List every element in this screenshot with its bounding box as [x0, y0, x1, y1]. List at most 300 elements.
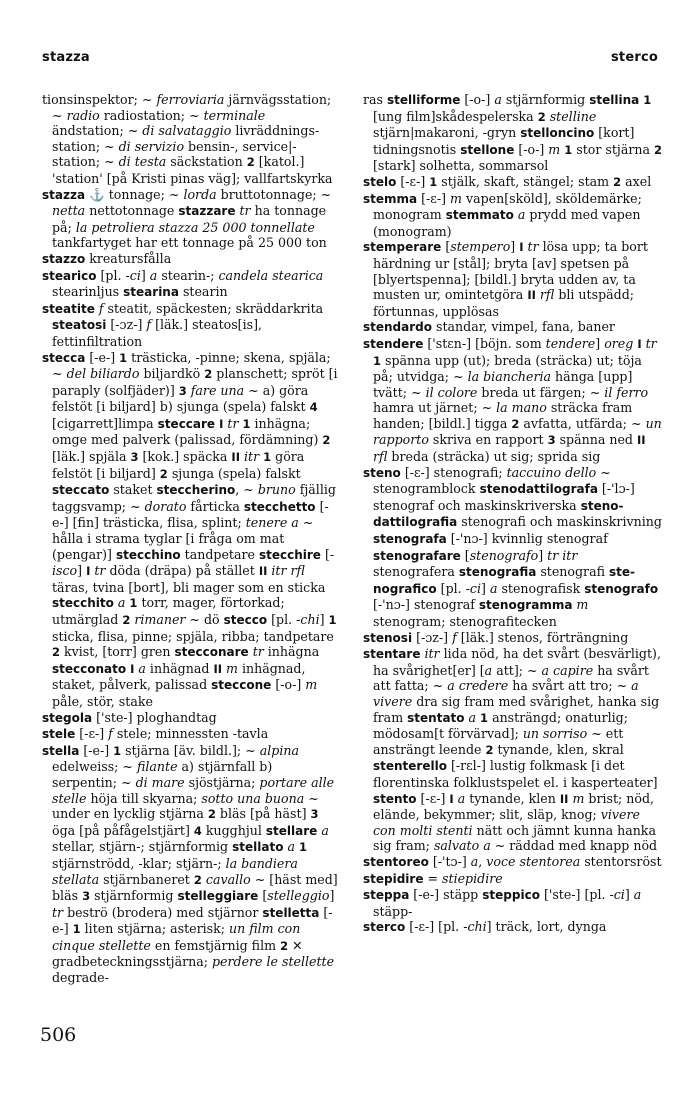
- dictionary-entry: [363, 92, 663, 174]
- entry-text: 3: [178, 383, 187, 398]
- entry-text: di mare: [135, 774, 185, 790]
- entry-text: a: [464, 709, 477, 725]
- entry-text: [-e-] [fin] trästicka, flisa, splint;: [52, 498, 329, 531]
- headword: stelloncino: [520, 126, 595, 141]
- running-head-left: stazza: [42, 50, 90, 65]
- entry-text: 2: [159, 466, 168, 481]
- entry-text: perdere le stellette: [211, 954, 335, 970]
- entry-text: [-'nɔ-] stenograf: [373, 597, 479, 613]
- entry-text: ras: [363, 92, 387, 107]
- entry-text: m: [572, 597, 589, 613]
- headword: stento: [373, 791, 417, 806]
- entry-text: 2: [52, 645, 61, 660]
- entry-text: öga [på påfågelstjärt]: [52, 822, 194, 838]
- entry-text: itr rfl: [267, 563, 305, 579]
- entry-text: la biancheria: [467, 369, 551, 385]
- entry-text: 1: [328, 613, 337, 627]
- entry-text: tr: [235, 203, 251, 219]
- entry-text: höja till skyarna;: [86, 790, 202, 806]
- entry-text: I: [519, 240, 524, 255]
- entry-text: 1: [480, 710, 489, 725]
- entry-text: a: [513, 207, 526, 223]
- entry-text: 3: [547, 433, 556, 448]
- entry-text: fare una ~: [186, 382, 259, 398]
- entry-text: a vivere: [373, 678, 639, 709]
- headword: stenografare: [373, 548, 461, 563]
- entry-text: ]: [595, 335, 605, 351]
- entry-text: 1: [242, 416, 251, 431]
- entry-text: sjunga (spela) falskt: [167, 465, 301, 481]
- headword: stenografia: [458, 565, 537, 580]
- entry-text: dö: [199, 612, 224, 627]
- entry-text: [ung film]skådespelerska: [373, 108, 538, 124]
- entry-text: 1: [373, 353, 382, 368]
- headword: stearina: [123, 285, 179, 300]
- entry-text: di salvataggio: [142, 123, 232, 139]
- entry-text: stjärnströdd, -klar; stjärn-;: [52, 855, 226, 871]
- dictionary-entry: [42, 268, 340, 301]
- entry-text: a) göra felstöt [i biljard] b) sjunga (spela) falskt: [52, 382, 310, 415]
- dictionary-entry: [42, 92, 340, 187]
- entry-text: [: [441, 239, 451, 255]
- entry-text: stenografo: [469, 547, 539, 563]
- entry-text: rimaner ~: [130, 612, 200, 627]
- entry-text: a: [484, 662, 493, 678]
- headword: stegola: [42, 710, 93, 725]
- headword: stearico: [42, 268, 97, 283]
- entry-text: un film con cinque stellette: [52, 921, 301, 953]
- entry-text: a: [453, 790, 466, 806]
- headword: stenodattilografa: [479, 482, 598, 497]
- entry-text: I: [130, 661, 135, 676]
- entry-text: stenografisk: [497, 580, 585, 596]
- entry-text: ansträngd; onaturlig; mödosam[t förvärvad];: [373, 709, 628, 742]
- entry-text: 2: [322, 433, 331, 448]
- entry-text: kreatursfålla: [85, 250, 172, 266]
- headword: stele: [42, 727, 76, 742]
- headword: stentoreo: [363, 854, 429, 869]
- entry-text: ferroviaria: [156, 92, 225, 107]
- entry-text: [-ɛ-]: [417, 190, 450, 206]
- entry-text: a: [149, 267, 158, 283]
- entry-text: fårticka: [186, 498, 244, 514]
- entry-text: I: [449, 791, 454, 806]
- entry-text: I: [219, 416, 224, 431]
- entry-text: bli utspädd; förtunnas, upplösas: [373, 287, 635, 319]
- headword: sterco: [363, 920, 406, 935]
- entry-text: II: [527, 288, 536, 303]
- entry-text: -ci: [465, 580, 482, 596]
- entry-text: [-'nɔ-] kvinnlig stenograf: [446, 531, 608, 547]
- entry-text: stempero: [450, 239, 511, 255]
- entry-text: =: [423, 870, 443, 886]
- entry-text: tynande, klen: [465, 790, 560, 806]
- entry-text: m: [305, 677, 318, 693]
- entry-text: avfatta, utfärda; ~: [519, 415, 646, 431]
- entry-text: stearin-;: [157, 267, 219, 283]
- headword: stenodattilografia: [373, 498, 624, 530]
- entry-text: ]: [624, 887, 634, 903]
- entry-text: bruttotonnage; ~: [216, 186, 332, 202]
- entry-text: portare alle stelle: [52, 774, 335, 806]
- entry-text: ⚓ tonnage; ~: [85, 186, 184, 202]
- headword: stepidire: [363, 871, 424, 886]
- entry-text: stenografi: [536, 564, 609, 580]
- entry-text: ]: [538, 547, 548, 563]
- entry-text: 3: [130, 450, 139, 465]
- entry-text: järnvägsstation; ~: [52, 92, 332, 123]
- headword: stelleggiare: [177, 889, 259, 904]
- headword: stenografa: [373, 532, 447, 547]
- entry-text: [-ɛ-] [pl.: [405, 919, 464, 935]
- entry-text: a credere: [447, 678, 509, 694]
- entry-text: hamra ut järnet; ~: [373, 400, 497, 416]
- entry-text: stele; minnessten -tavla: [112, 726, 269, 742]
- entry-text: [-rɛl-] lustig folkmask [i det florentinska folklustspelet el. i kasperteater]: [373, 758, 658, 790]
- dictionary-entry: [363, 630, 663, 647]
- entry-text: ändstation; ~: [52, 123, 143, 139]
- entry-text: hålla i strama tyglar [i fråga om mat (pengar)]: [52, 531, 285, 562]
- entry-text: under en lycklig stjärna: [52, 806, 208, 822]
- entry-text: [läk.] spjäla: [52, 449, 131, 465]
- entry-text: torr, mager, förtorkad; utmärglad: [52, 595, 285, 627]
- entry-text: vapen[sköld], sköldemärke; monogram: [373, 190, 642, 223]
- entry-text: skriva en rapport: [428, 432, 548, 448]
- dictionary-entry: [42, 350, 340, 710]
- entry-text: [kort] tidningsnotis: [373, 125, 635, 157]
- entry-text: tandpetare: [180, 546, 259, 562]
- entry-text: ['ste-] [pl.: [539, 887, 610, 903]
- entry-text: radiostation; ~: [99, 107, 204, 123]
- entry-text: stellar, stjärn-; stjärnformig: [52, 839, 233, 855]
- entry-text: -ci: [609, 887, 625, 903]
- entry-text: II: [231, 450, 240, 465]
- entry-text: fjällig taggsvamp; ~: [52, 482, 336, 514]
- entry-text: ['stɛn-] [böjn. som: [423, 335, 546, 351]
- headword: stecchire: [258, 547, 321, 562]
- entry-text: 2: [122, 613, 131, 627]
- entry-text: I: [637, 336, 642, 351]
- entry-text: täras, tvina [bort], bli mager som en sticka: [52, 579, 326, 595]
- dictionary-entry: [42, 726, 340, 743]
- entry-text: 1: [129, 596, 138, 611]
- running-head-right: sterco: [610, 50, 658, 65]
- entry-text: -ci: [125, 267, 141, 283]
- entry-text: stjärna [äv. bildl.]; ~: [121, 742, 260, 758]
- entry-text: stiepidire: [442, 870, 503, 886]
- entry-text: axel: [621, 173, 652, 189]
- entry-text: a capire: [541, 662, 594, 678]
- entry-text: stäpp-: [373, 903, 413, 919]
- headword: stenografo: [584, 581, 659, 596]
- headword: steppa: [363, 888, 410, 903]
- entry-text: ha svårt att fatta; ~: [373, 662, 649, 694]
- entry-text: -chi: [296, 612, 320, 627]
- entry-text: [läk.] steatos[is], fettinfiltration: [52, 317, 262, 349]
- entry-text: f: [108, 726, 113, 742]
- entry-text: spänna upp (ut); breda (sträcka) ut; töja på; utvidga; ~: [373, 352, 642, 385]
- entry-text: oreg: [604, 335, 634, 351]
- entry-text: ett ansträngt leende: [373, 726, 624, 757]
- dictionary-entry: [42, 301, 340, 350]
- entry-text: il ferro: [604, 384, 649, 400]
- entry-text: tynande, klen, skral: [493, 741, 624, 757]
- entry-text: ] träck, lort, dynga: [486, 919, 607, 935]
- entry-text: stjärnformig: [90, 888, 178, 904]
- headword: stelo: [363, 174, 397, 189]
- entry-text: ✕ gradbeteckningsstjärna;: [52, 937, 303, 970]
- entry-text: [-'tɔ-]: [428, 853, 471, 869]
- entry-text: tr: [523, 239, 539, 255]
- entry-text: ]: [77, 563, 87, 579]
- headword: stelletta: [262, 905, 320, 920]
- entry-text: [pl.: [267, 612, 297, 627]
- entry-text: nettotonnage: [85, 203, 179, 219]
- entry-text: 1: [429, 174, 438, 189]
- entry-text: degrade-: [52, 970, 109, 986]
- dictionary-entry: [42, 251, 340, 268]
- entry-text: inhägnad, staket, pålverk, palissad: [52, 660, 306, 693]
- entry-text: itr: [239, 449, 260, 465]
- entry-text: 2: [207, 807, 216, 822]
- entry-text: stentorsröst: [580, 853, 662, 869]
- entry-text: a: [134, 660, 146, 676]
- dictionary-entry: [363, 854, 663, 871]
- headword: stazzo: [42, 251, 86, 266]
- entry-text: ha tonnage på;: [52, 203, 327, 235]
- entry-text: 3: [310, 807, 319, 822]
- entry-text: 2: [613, 174, 622, 189]
- entry-text: a: [489, 580, 498, 596]
- entry-text: [läk.] stenos, förträngning: [456, 629, 629, 645]
- entry-text: 1: [298, 840, 307, 855]
- entry-text: sträcka fram handen; [bildl.] tigga: [373, 400, 633, 431]
- dictionary-entry: [42, 743, 340, 986]
- headword: stellina: [589, 93, 640, 107]
- entry-text: [-o-]: [271, 677, 306, 693]
- dictionary-entry: [42, 710, 340, 727]
- entry-text: 4: [309, 400, 318, 415]
- entry-text: stenogramblock: [373, 481, 480, 497]
- dictionary-entry: [363, 336, 663, 465]
- entry-text: [-e-] stäpp: [409, 887, 483, 903]
- headword: stella: [42, 743, 80, 758]
- entry-text: stor stjärna: [572, 141, 654, 157]
- entry-text: a: [113, 595, 126, 611]
- headword: stenosi: [363, 630, 413, 645]
- entry-text: [cigarrett]limpa: [52, 415, 158, 431]
- headword: stemperare: [363, 240, 442, 255]
- entry-text: 2: [193, 872, 202, 887]
- entry-text: [-ɛ-]: [416, 790, 450, 806]
- entry-text: [kok.] späcka: [138, 449, 232, 465]
- entry-text: ]: [140, 267, 150, 283]
- entry-text: kugghjul: [201, 822, 266, 838]
- entry-text: prydd med vapen (monogram): [373, 207, 641, 239]
- entry-text: inhägna; omge med palverk (palissad, fördämning): [52, 415, 323, 448]
- entry-text: rfl: [535, 287, 555, 303]
- entry-text: kvist, [torr] gren: [60, 644, 175, 660]
- headword: steatite: [42, 301, 95, 316]
- entry-text: 3: [82, 889, 91, 904]
- entry-text: m: [450, 190, 462, 206]
- entry-text: en femstjärnig film: [150, 937, 281, 953]
- entry-text: m: [548, 141, 561, 157]
- entry-text: stenogram; stenografitecken: [373, 614, 557, 629]
- headword: stellare: [265, 823, 318, 838]
- entry-text: a: [470, 853, 479, 869]
- entry-text: 1: [564, 142, 573, 157]
- entry-text: 2: [511, 416, 520, 431]
- headword: stecchito: [52, 596, 114, 611]
- headword: stecca: [42, 350, 86, 365]
- entry-text: döda (dräpa) på stället: [105, 563, 259, 579]
- entry-text: 2: [654, 142, 663, 157]
- entry-text: candela stearica: [218, 267, 324, 283]
- entry-text: spänna ned: [555, 432, 637, 448]
- entry-text: [häst med] bläs: [52, 871, 338, 904]
- headword: stazza: [42, 187, 86, 202]
- entry-text: di testa: [118, 154, 167, 170]
- entry-text: edelweiss; ~: [52, 759, 137, 775]
- entry-text: steatit, späckesten; skräddarkrita: [103, 300, 324, 316]
- dictionary-entry: [363, 887, 663, 919]
- entry-text: [: [258, 888, 268, 904]
- entry-text: [-ɔz-]: [106, 317, 147, 333]
- entry-text: tenere a ~: [245, 515, 314, 531]
- entry-text: f: [146, 317, 152, 333]
- entry-text: a: [633, 887, 642, 903]
- entry-text: del biliardo: [66, 366, 140, 382]
- entry-text: 1: [643, 93, 652, 107]
- headword: steccare: [157, 416, 216, 431]
- entry-text: [-o-]: [514, 141, 549, 157]
- entry-text: inhägna: [263, 644, 320, 660]
- entry-text: a) stjärnfall b) serpentin; ~: [52, 759, 273, 790]
- entry-text: [-ɛ-]: [396, 173, 430, 189]
- entry-text: radio: [66, 107, 100, 123]
- headword: steno: [363, 465, 401, 480]
- entry-text: II: [258, 564, 268, 579]
- entry-text: breda ut färgen; ~: [477, 384, 605, 400]
- entry-text: trästicka, -pinne; skena, spjäla; ~: [52, 349, 331, 382]
- entry-text: salvato a ~: [433, 838, 506, 854]
- entry-text: [stark] solhetta, sommarsol: [373, 158, 549, 174]
- headword: stelliforme: [387, 93, 461, 107]
- entry-text: standar, vimpel, fana, baner: [432, 319, 615, 335]
- entry-text: lida nöd, ha det svårt (besvärligt), ha svårighet[er] [: [373, 646, 661, 678]
- headword: stecchetto: [243, 499, 316, 514]
- entry-text: [pl.: [96, 267, 126, 283]
- entry-text: II: [213, 661, 222, 676]
- entry-text: 1: [119, 350, 128, 365]
- entry-text: a: [283, 839, 295, 855]
- headword: stenterello: [373, 759, 447, 774]
- entry-text: -chi: [463, 919, 487, 935]
- entry-text: stelleggio: [267, 888, 330, 904]
- dictionary-entry: [363, 319, 663, 336]
- entry-text: f: [452, 629, 457, 645]
- entry-text: planschett; spröt [i paraply (solfjäder)]: [52, 366, 338, 398]
- entry-text: stenografi och maskinskrivning: [457, 514, 662, 530]
- headword: stellato: [232, 840, 284, 855]
- headword: stentato: [407, 710, 465, 725]
- entry-text: m: [222, 660, 238, 676]
- headword: stenogramma: [478, 598, 573, 613]
- entry-text: inhägnad: [145, 660, 214, 676]
- entry-text: rfl: [373, 449, 388, 465]
- entry-text: tr: [248, 644, 264, 660]
- entry-text: bensin-, service|station; ~: [52, 138, 297, 170]
- entry-text: alpina: [259, 742, 299, 758]
- entry-text: ]: [481, 580, 490, 596]
- entry-text: ]: [329, 888, 335, 904]
- entry-text: räddad med knapp nöd: [505, 838, 658, 854]
- entry-text: terminale: [203, 107, 266, 123]
- dictionary-entry: [42, 187, 340, 251]
- entry-text: 2: [537, 109, 546, 124]
- entry-text: [-e-]: [79, 742, 114, 758]
- entry-text: itr: [420, 646, 440, 662]
- headword: steppico: [482, 888, 540, 903]
- dictionary-entry: [363, 239, 663, 319]
- entry-text: att]; ~: [492, 662, 542, 678]
- entry-text: la mano: [496, 400, 547, 416]
- entry-text: II: [637, 433, 646, 448]
- entry-text: di servizio: [118, 138, 185, 154]
- entry-text: filante: [136, 759, 178, 775]
- entry-text: I: [86, 564, 91, 579]
- entry-text: tr: [52, 904, 64, 920]
- entry-text: 2: [485, 742, 494, 757]
- entry-text: m: [568, 790, 585, 806]
- entry-text: , ~: [235, 482, 258, 498]
- entry-text: un sorriso ~: [522, 726, 602, 742]
- entry-text: [-e-]: [52, 904, 333, 937]
- entry-text: dorato: [144, 498, 187, 514]
- headword: stazzare: [178, 204, 236, 219]
- entry-text: livräddningsstation; ~: [52, 123, 320, 154]
- entry-text: un rapporto: [373, 415, 662, 448]
- entry-text: liten stjärna; asterisk;: [80, 921, 230, 937]
- headword: stecco: [223, 613, 268, 627]
- entry-text: sotto una buona ~: [201, 790, 319, 806]
- dictionary-entry: [363, 174, 663, 191]
- entry-text: stenografera: [373, 564, 459, 580]
- entry-text: stearinljus: [52, 284, 124, 300]
- entry-text: nätt och jämnt kunna hanka sig fram;: [373, 822, 656, 854]
- entry-text: stjälk, skaft, stängel; stam: [437, 173, 614, 189]
- entry-text: stearin: [178, 284, 228, 300]
- entry-text: 1: [263, 450, 272, 465]
- entry-text: säckstation: [166, 154, 247, 170]
- entry-text: lorda: [183, 186, 217, 202]
- entry-text: dra sig fram med svårighet, hanka sig fram: [373, 693, 660, 725]
- entry-text: påle, stör, stake: [52, 693, 153, 709]
- entry-text: a: [494, 92, 502, 107]
- entry-text: sticka, flisa, pinne; spjäla, ribba; tandpetare: [52, 628, 334, 644]
- headword: steatosi: [52, 318, 107, 333]
- entry-text: 2: [204, 367, 213, 382]
- entry-text: [-ɛ-] stenografi;: [400, 464, 507, 480]
- entry-text: ]: [319, 612, 329, 627]
- entry-text: [-'lɔ-] stenograf och maskinskriverska: [373, 481, 635, 513]
- entry-text: [-ɔz-]: [412, 629, 453, 645]
- entry-text: la petroliera stazza 25 000 tonnellate: [75, 219, 315, 235]
- entry-text: ]: [510, 239, 520, 255]
- entry-text: voce stentorea: [486, 853, 581, 869]
- headword: steccone: [211, 678, 272, 693]
